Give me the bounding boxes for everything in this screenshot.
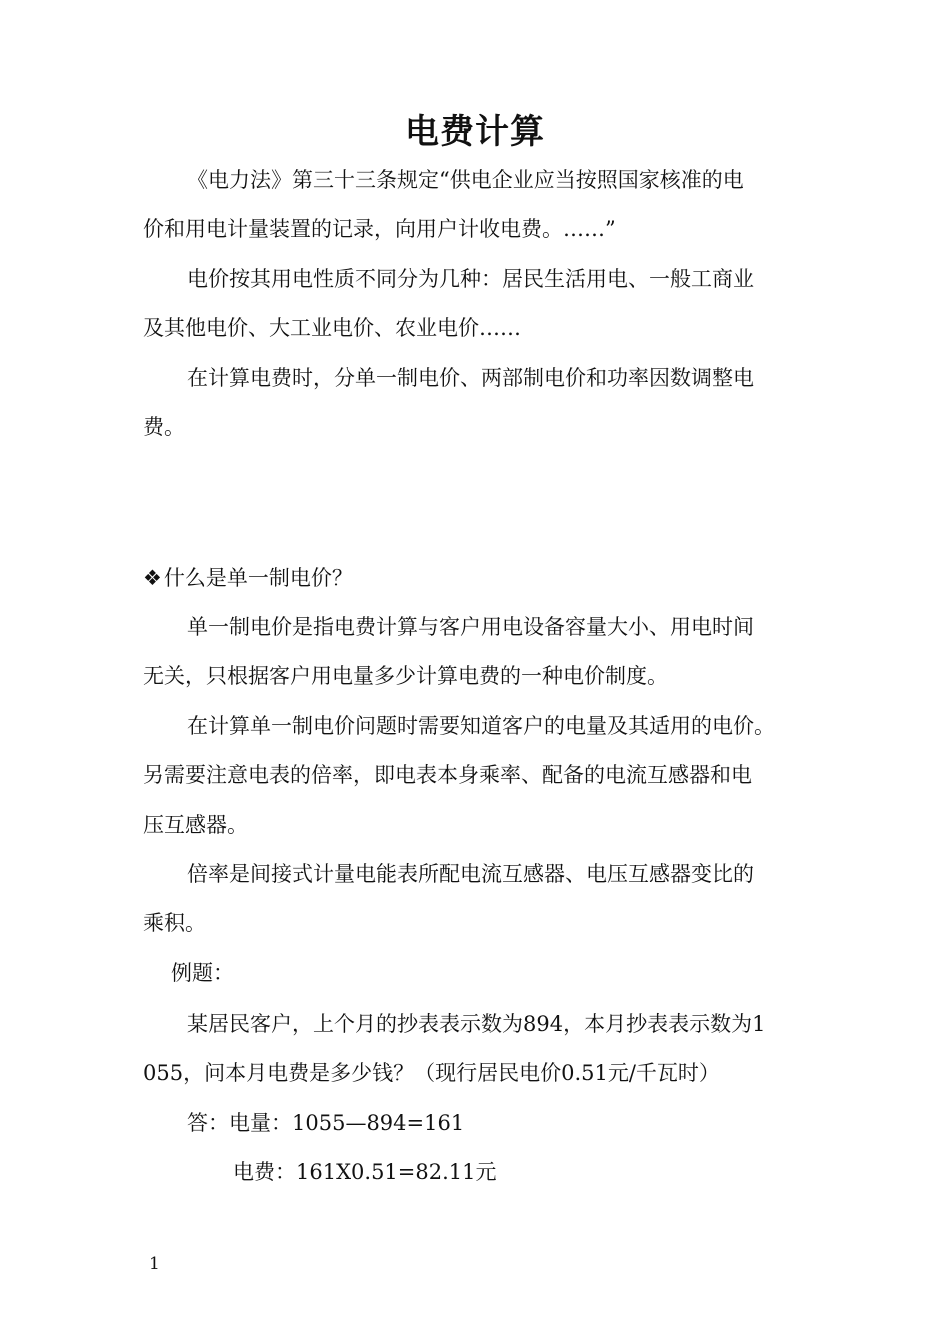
example-answer-line-2: 电费：161X0.51=82.11元 <box>233 1160 497 1184</box>
section-heading <box>143 563 353 593</box>
section-paragraph-2-line-3: 压互感器。 <box>143 813 248 837</box>
section-heading-text: 什么是单一制电价？ <box>163 566 353 590</box>
section-paragraph-2-line-2: 另需要注意电表的倍率，即电表本身乘率、配备的电流互感器和电 <box>143 763 752 787</box>
example-question-line-2: 055，问本月电费是多少钱？（现行居民电价0.51元/千瓦时） <box>143 1061 720 1085</box>
intro-paragraph-2-line-1: 电价按其用电性质不同分为几种：居民生活用电、一般工商业 <box>187 267 754 291</box>
section-paragraph-3-line-1: 倍率是间接式计量电能表所配电流互感器、电压互感器变比的 <box>187 862 754 886</box>
page-number: 1 <box>149 1254 160 1274</box>
page-title: 电费计算 <box>405 112 545 152</box>
section-paragraph-2-line-1: 在计算单一制电价问题时需要知道客户的电量及其适用的电价。 <box>187 714 775 738</box>
intro-paragraph-2-line-2: 及其他电价、大工业电价、农业电价…… <box>143 316 521 340</box>
section-paragraph-1-line-1: 单一制电价是指电费计算与客户用电设备容量大小、用电时间 <box>187 615 754 639</box>
intro-paragraph-1-line-2: 价和用电计量装置的记录，向用户计收电费。……” <box>143 217 616 241</box>
example-question-line-1: 某居民客户，上个月的抄表表示数为894，本月抄表表示数为1 <box>187 1012 766 1036</box>
example-answer-line-1: 答：电量：1055—894=161 <box>187 1111 465 1135</box>
intro-paragraph-1-line-1: 《电力法》第三十三条规定“供电企业应当按照国家核准的电 <box>187 168 744 192</box>
intro-paragraph-3-line-2: 费。 <box>143 415 185 439</box>
intro-paragraph-3-line-1: 在计算电费时，分单一制电价、两部制电价和功率因数调整电 <box>187 366 754 390</box>
section-paragraph-1-line-2: 无关，只根据客户用电量多少计算电费的一种电价制度。 <box>143 664 668 688</box>
example-label: 例题： <box>171 961 234 985</box>
section-paragraph-3-line-2: 乘积。 <box>143 911 206 935</box>
diamond-bullet-icon: ❖ <box>143 566 162 590</box>
